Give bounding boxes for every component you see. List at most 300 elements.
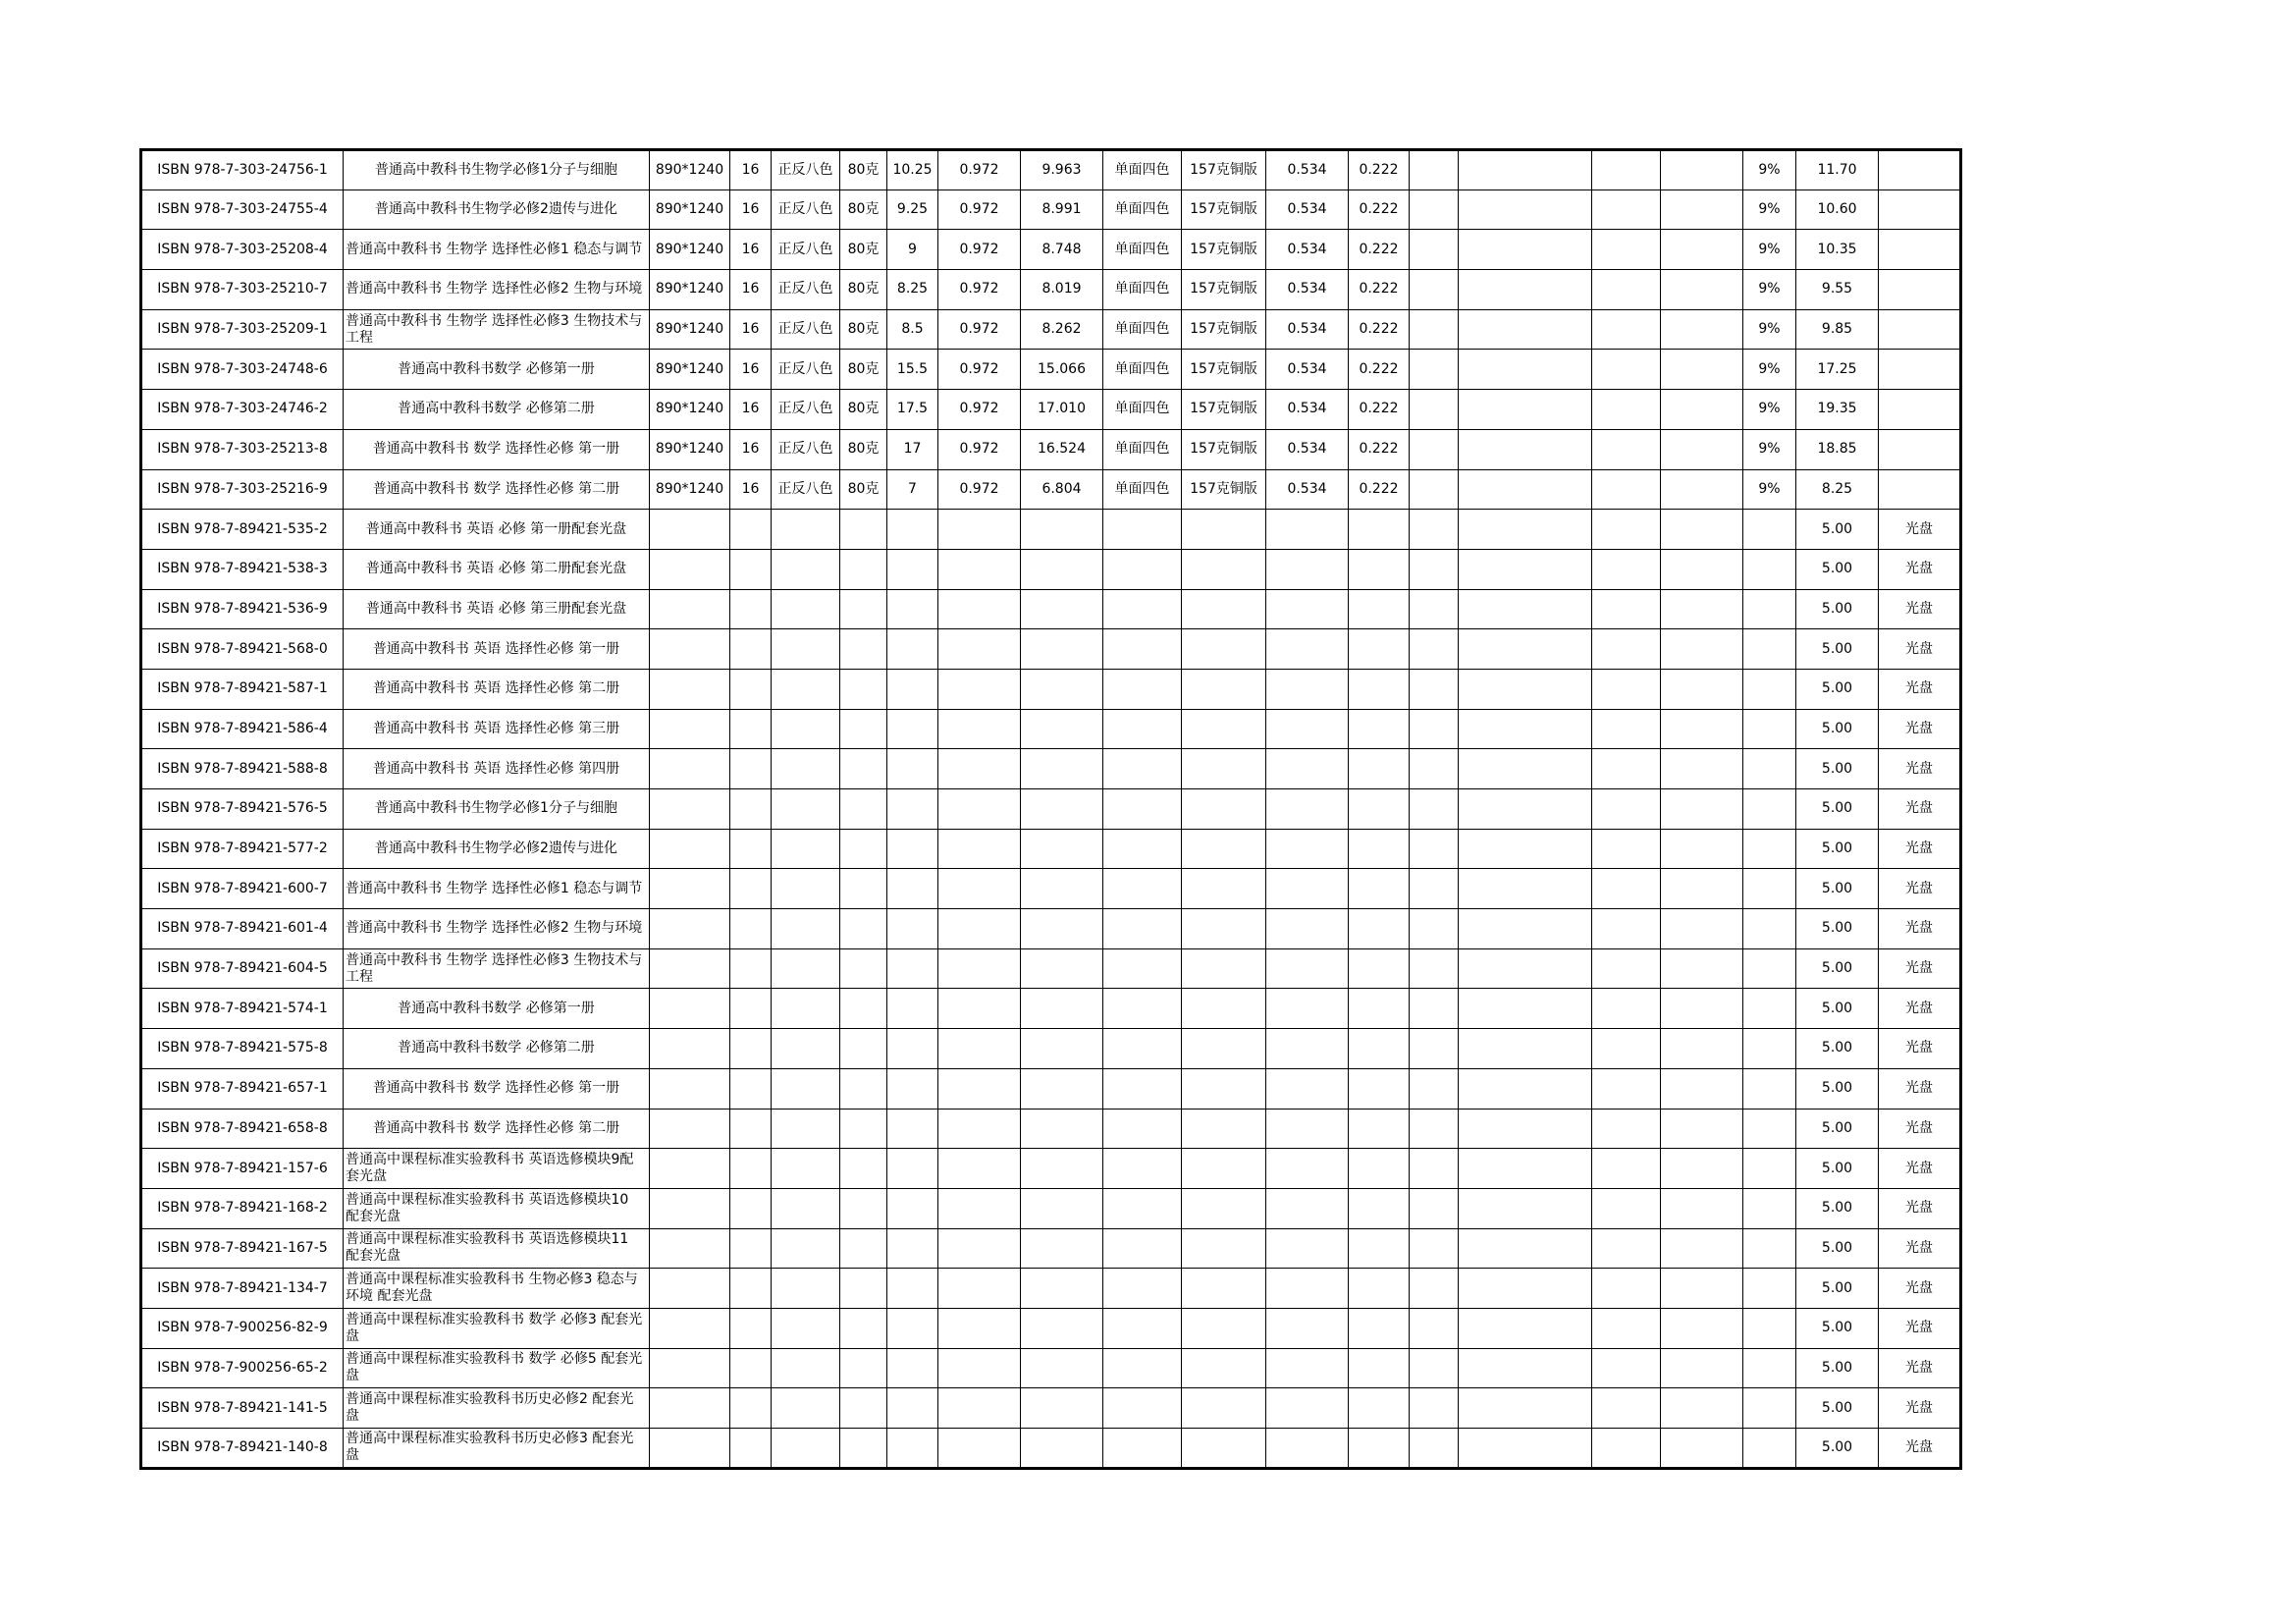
cell-print-colors bbox=[772, 1388, 840, 1429]
cell-paper-size bbox=[650, 789, 730, 830]
cell-remark: 光盘 bbox=[1879, 869, 1961, 909]
cell-blank-2 bbox=[1459, 589, 1592, 629]
cell-sheets bbox=[887, 549, 938, 589]
table-row bbox=[141, 469, 1961, 510]
cell-format bbox=[730, 1188, 772, 1228]
cell-blank-2 bbox=[1459, 789, 1592, 830]
cell-cover-coef bbox=[1266, 869, 1349, 909]
cell-format bbox=[730, 1269, 772, 1309]
cell-remark: 光盘 bbox=[1879, 1348, 1961, 1388]
cell-blank-3 bbox=[1592, 1188, 1661, 1228]
cell-price: 5.00 bbox=[1796, 829, 1879, 869]
cell-blank-4 bbox=[1661, 469, 1743, 510]
cell-price: 5.00 bbox=[1796, 589, 1879, 629]
cell-price: 5.00 bbox=[1796, 549, 1879, 589]
cell-paper-size bbox=[650, 1188, 730, 1228]
cell-blank-1 bbox=[1410, 309, 1459, 350]
cell-book-title: 普通高中教科书 英语 选择性必修 第二册 bbox=[344, 669, 650, 709]
cell-cover-colors bbox=[1103, 709, 1182, 749]
cell-remark: 光盘 bbox=[1879, 829, 1961, 869]
cell-blank-4 bbox=[1661, 829, 1743, 869]
cell-blank-4 bbox=[1661, 1348, 1743, 1388]
table-row bbox=[141, 829, 1961, 869]
cell-remark: 光盘 bbox=[1879, 629, 1961, 670]
cell-printed-sheets: 9.963 bbox=[1021, 150, 1103, 190]
cell-paper-weight bbox=[840, 749, 887, 789]
cell-isbn: ISBN 978-7-303-25210-7 bbox=[141, 270, 344, 310]
cell-cover-colors bbox=[1103, 749, 1182, 789]
cell-blank-4 bbox=[1661, 150, 1743, 190]
cell-cover-paper bbox=[1182, 629, 1266, 670]
cell-paper-size: 890*1240 bbox=[650, 230, 730, 270]
cell-cover-colors bbox=[1103, 1429, 1182, 1469]
cell-blank-3 bbox=[1592, 1348, 1661, 1388]
cell-print-colors bbox=[772, 909, 840, 949]
cell-coef bbox=[938, 909, 1021, 949]
cell-blank-4 bbox=[1661, 629, 1743, 670]
table-row bbox=[141, 1429, 1961, 1469]
cell-printed-sheets bbox=[1021, 669, 1103, 709]
cell-paper-weight bbox=[840, 709, 887, 749]
cell-sheets: 17 bbox=[887, 429, 938, 469]
cell-coef: 0.972 bbox=[938, 350, 1021, 390]
cell-blank-2 bbox=[1459, 270, 1592, 310]
cell-cover-paper bbox=[1182, 869, 1266, 909]
cell-blank-4 bbox=[1661, 709, 1743, 749]
cell-coef bbox=[938, 629, 1021, 670]
cell-cover-paper: 157克铜版 bbox=[1182, 309, 1266, 350]
cell-book-title: 普通高中课程标准实验教科书历史必修2 配套光盘 bbox=[344, 1388, 650, 1429]
cell-print-colors: 正反八色 bbox=[772, 429, 840, 469]
table-row bbox=[141, 789, 1961, 830]
cell-print-colors: 正反八色 bbox=[772, 270, 840, 310]
cell-isbn: ISBN 978-7-89421-604-5 bbox=[141, 948, 344, 989]
cell-blank-4 bbox=[1661, 549, 1743, 589]
cell-blank-3 bbox=[1592, 669, 1661, 709]
table-row bbox=[141, 1228, 1961, 1269]
cell-print-colors bbox=[772, 1348, 840, 1388]
cell-paper-size bbox=[650, 1109, 730, 1149]
cell-cover-coef bbox=[1266, 989, 1349, 1029]
cell-cover-coef: 0.534 bbox=[1266, 150, 1349, 190]
cell-paper-weight bbox=[840, 1029, 887, 1069]
cell-price: 5.00 bbox=[1796, 869, 1879, 909]
cell-format bbox=[730, 629, 772, 670]
cell-isbn: ISBN 978-7-89421-140-8 bbox=[141, 1429, 344, 1469]
cell-cover-sheets bbox=[1349, 749, 1410, 789]
cell-cover-sheets bbox=[1349, 1109, 1410, 1149]
cell-cover-sheets bbox=[1349, 1269, 1410, 1309]
cell-remark: 光盘 bbox=[1879, 1109, 1961, 1149]
cell-sheets: 9.25 bbox=[887, 189, 938, 230]
cell-paper-size bbox=[650, 869, 730, 909]
cell-cover-colors bbox=[1103, 989, 1182, 1029]
cell-sheets: 9 bbox=[887, 230, 938, 270]
cell-cover-sheets bbox=[1349, 589, 1410, 629]
cell-print-colors: 正反八色 bbox=[772, 189, 840, 230]
cell-blank-1 bbox=[1410, 150, 1459, 190]
cell-coef bbox=[938, 1188, 1021, 1228]
cell-book-title: 普通高中教科书 英语 必修 第三册配套光盘 bbox=[344, 589, 650, 629]
cell-paper-size bbox=[650, 1228, 730, 1269]
cell-book-title: 普通高中教科书 生物学 选择性必修2 生物与环境 bbox=[344, 270, 650, 310]
cell-cover-paper: 157克铜版 bbox=[1182, 230, 1266, 270]
cell-blank-4 bbox=[1661, 230, 1743, 270]
cell-tax-rate bbox=[1743, 549, 1796, 589]
cell-blank-1 bbox=[1410, 270, 1459, 310]
cell-book-title: 普通高中教科书 英语 选择性必修 第一册 bbox=[344, 629, 650, 670]
table-row bbox=[141, 1109, 1961, 1149]
cell-cover-paper bbox=[1182, 1308, 1266, 1348]
cell-tax-rate bbox=[1743, 948, 1796, 989]
cell-blank-1 bbox=[1410, 1149, 1459, 1189]
cell-cover-colors: 单面四色 bbox=[1103, 469, 1182, 510]
cell-print-colors bbox=[772, 789, 840, 830]
table-row bbox=[141, 150, 1961, 190]
cell-cover-paper: 157克铜版 bbox=[1182, 150, 1266, 190]
cell-price: 5.00 bbox=[1796, 1269, 1879, 1309]
cell-paper-size: 890*1240 bbox=[650, 150, 730, 190]
cell-remark: 光盘 bbox=[1879, 789, 1961, 830]
cell-blank-4 bbox=[1661, 669, 1743, 709]
cell-sheets bbox=[887, 869, 938, 909]
cell-cover-colors bbox=[1103, 1308, 1182, 1348]
cell-coef bbox=[938, 789, 1021, 830]
cell-remark: 光盘 bbox=[1879, 1429, 1961, 1469]
cell-remark: 光盘 bbox=[1879, 1149, 1961, 1189]
table-row bbox=[141, 989, 1961, 1029]
cell-blank-3 bbox=[1592, 150, 1661, 190]
cell-format bbox=[730, 709, 772, 749]
cell-format bbox=[730, 1429, 772, 1469]
cell-cover-paper bbox=[1182, 1109, 1266, 1149]
cell-paper-weight bbox=[840, 829, 887, 869]
cell-cover-paper bbox=[1182, 1269, 1266, 1309]
cell-sheets bbox=[887, 1388, 938, 1429]
cell-coef bbox=[938, 1388, 1021, 1429]
cell-blank-4 bbox=[1661, 1068, 1743, 1109]
cell-print-colors: 正反八色 bbox=[772, 390, 840, 430]
cell-tax-rate bbox=[1743, 989, 1796, 1029]
cell-format: 16 bbox=[730, 150, 772, 190]
cell-blank-2 bbox=[1459, 1348, 1592, 1388]
cell-book-title: 普通高中教科书 数学 选择性必修 第一册 bbox=[344, 1068, 650, 1109]
cell-book-title: 普通高中教科书生物学必修2遗传与进化 bbox=[344, 189, 650, 230]
cell-cover-colors bbox=[1103, 869, 1182, 909]
cell-paper-weight bbox=[840, 1228, 887, 1269]
table-row bbox=[141, 270, 1961, 310]
cell-format bbox=[730, 1388, 772, 1429]
cell-tax-rate bbox=[1743, 1149, 1796, 1189]
cell-cover-paper bbox=[1182, 1188, 1266, 1228]
cell-cover-paper: 157克铜版 bbox=[1182, 469, 1266, 510]
cell-print-colors bbox=[772, 869, 840, 909]
cell-cover-colors bbox=[1103, 1188, 1182, 1228]
cell-format bbox=[730, 1348, 772, 1388]
cell-isbn: ISBN 978-7-900256-65-2 bbox=[141, 1348, 344, 1388]
cell-format bbox=[730, 989, 772, 1029]
cell-tax-rate: 9% bbox=[1743, 390, 1796, 430]
cell-blank-2 bbox=[1459, 429, 1592, 469]
cell-blank-3 bbox=[1592, 1429, 1661, 1469]
cell-cover-sheets bbox=[1349, 1149, 1410, 1189]
cell-printed-sheets bbox=[1021, 989, 1103, 1029]
cell-print-colors: 正反八色 bbox=[772, 469, 840, 510]
cell-blank-2 bbox=[1459, 390, 1592, 430]
cell-paper-size bbox=[650, 909, 730, 949]
cell-tax-rate bbox=[1743, 789, 1796, 830]
cell-blank-4 bbox=[1661, 789, 1743, 830]
cell-blank-2 bbox=[1459, 1109, 1592, 1149]
cell-print-colors bbox=[772, 1308, 840, 1348]
cell-isbn: ISBN 978-7-303-25216-9 bbox=[141, 469, 344, 510]
cell-price: 5.00 bbox=[1796, 1308, 1879, 1348]
cell-printed-sheets bbox=[1021, 549, 1103, 589]
cell-isbn: ISBN 978-7-89421-600-7 bbox=[141, 869, 344, 909]
cell-paper-size bbox=[650, 549, 730, 589]
table-row bbox=[141, 189, 1961, 230]
cell-isbn: ISBN 978-7-89421-167-5 bbox=[141, 1228, 344, 1269]
cell-price: 5.00 bbox=[1796, 1348, 1879, 1388]
cell-print-colors bbox=[772, 948, 840, 989]
cell-coef bbox=[938, 1149, 1021, 1189]
cell-cover-paper bbox=[1182, 510, 1266, 550]
cell-cover-paper bbox=[1182, 1149, 1266, 1189]
cell-tax-rate bbox=[1743, 1228, 1796, 1269]
cell-cover-coef: 0.534 bbox=[1266, 469, 1349, 510]
cell-coef bbox=[938, 1068, 1021, 1109]
cell-printed-sheets: 8.262 bbox=[1021, 309, 1103, 350]
cell-format: 16 bbox=[730, 350, 772, 390]
cell-price: 10.60 bbox=[1796, 189, 1879, 230]
cell-blank-4 bbox=[1661, 589, 1743, 629]
cell-cover-sheets bbox=[1349, 1188, 1410, 1228]
cell-remark bbox=[1879, 309, 1961, 350]
cell-cover-sheets bbox=[1349, 948, 1410, 989]
cell-book-title: 普通高中教科书 英语 选择性必修 第三册 bbox=[344, 709, 650, 749]
cell-blank-1 bbox=[1410, 429, 1459, 469]
cell-blank-3 bbox=[1592, 1228, 1661, 1269]
cell-blank-4 bbox=[1661, 989, 1743, 1029]
cell-paper-weight: 80克 bbox=[840, 309, 887, 350]
cell-price: 9.55 bbox=[1796, 270, 1879, 310]
cell-cover-sheets bbox=[1349, 789, 1410, 830]
cell-format: 16 bbox=[730, 429, 772, 469]
cell-blank-4 bbox=[1661, 270, 1743, 310]
cell-blank-1 bbox=[1410, 869, 1459, 909]
table-row bbox=[141, 429, 1961, 469]
cell-paper-weight bbox=[840, 1308, 887, 1348]
cell-isbn: ISBN 978-7-89421-587-1 bbox=[141, 669, 344, 709]
cell-print-colors bbox=[772, 549, 840, 589]
cell-cover-sheets bbox=[1349, 1308, 1410, 1348]
cell-book-title: 普通高中教科书生物学必修2遗传与进化 bbox=[344, 829, 650, 869]
cell-cover-coef bbox=[1266, 749, 1349, 789]
cell-price: 18.85 bbox=[1796, 429, 1879, 469]
cell-printed-sheets bbox=[1021, 1029, 1103, 1069]
cell-cover-paper bbox=[1182, 749, 1266, 789]
cell-paper-size bbox=[650, 1269, 730, 1309]
cell-cover-coef bbox=[1266, 1348, 1349, 1388]
cell-paper-size bbox=[650, 709, 730, 749]
cell-isbn: ISBN 978-7-89421-588-8 bbox=[141, 749, 344, 789]
cell-price: 5.00 bbox=[1796, 1068, 1879, 1109]
cell-print-colors: 正反八色 bbox=[772, 230, 840, 270]
cell-blank-3 bbox=[1592, 1029, 1661, 1069]
cell-cover-coef bbox=[1266, 510, 1349, 550]
cell-cover-sheets bbox=[1349, 709, 1410, 749]
cell-printed-sheets bbox=[1021, 789, 1103, 830]
cell-blank-2 bbox=[1459, 1068, 1592, 1109]
cell-isbn: ISBN 978-7-89421-575-8 bbox=[141, 1029, 344, 1069]
cell-sheets: 10.25 bbox=[887, 150, 938, 190]
cell-format bbox=[730, 1149, 772, 1189]
cell-print-colors bbox=[772, 589, 840, 629]
cell-remark: 光盘 bbox=[1879, 1308, 1961, 1348]
cell-cover-colors bbox=[1103, 589, 1182, 629]
table-row bbox=[141, 909, 1961, 949]
cell-blank-4 bbox=[1661, 1109, 1743, 1149]
cell-cover-sheets bbox=[1349, 669, 1410, 709]
cell-sheets: 7 bbox=[887, 469, 938, 510]
cell-coef bbox=[938, 1429, 1021, 1469]
cell-cover-sheets: 0.222 bbox=[1349, 230, 1410, 270]
cell-remark: 光盘 bbox=[1879, 749, 1961, 789]
cell-coef: 0.972 bbox=[938, 469, 1021, 510]
cell-paper-weight bbox=[840, 909, 887, 949]
cell-tax-rate bbox=[1743, 1308, 1796, 1348]
cell-tax-rate: 9% bbox=[1743, 429, 1796, 469]
cell-printed-sheets: 6.804 bbox=[1021, 469, 1103, 510]
table-row bbox=[141, 948, 1961, 989]
cell-cover-paper: 157克铜版 bbox=[1182, 429, 1266, 469]
cell-isbn: ISBN 978-7-89421-601-4 bbox=[141, 909, 344, 949]
cell-format bbox=[730, 1109, 772, 1149]
cell-price: 5.00 bbox=[1796, 1429, 1879, 1469]
table-row bbox=[141, 869, 1961, 909]
cell-sheets bbox=[887, 989, 938, 1029]
cell-tax-rate bbox=[1743, 1029, 1796, 1069]
table-row bbox=[141, 549, 1961, 589]
cell-tax-rate bbox=[1743, 1388, 1796, 1429]
cell-cover-sheets bbox=[1349, 909, 1410, 949]
cell-printed-sheets bbox=[1021, 909, 1103, 949]
cell-sheets bbox=[887, 1149, 938, 1189]
cell-paper-size bbox=[650, 1429, 730, 1469]
cell-cover-coef bbox=[1266, 709, 1349, 749]
cell-blank-2 bbox=[1459, 948, 1592, 989]
cell-blank-3 bbox=[1592, 309, 1661, 350]
cell-blank-1 bbox=[1410, 1348, 1459, 1388]
cell-paper-size bbox=[650, 510, 730, 550]
cell-blank-2 bbox=[1459, 1308, 1592, 1348]
cell-cover-paper: 157克铜版 bbox=[1182, 270, 1266, 310]
cell-blank-2 bbox=[1459, 629, 1592, 670]
cell-blank-3 bbox=[1592, 829, 1661, 869]
cell-blank-4 bbox=[1661, 189, 1743, 230]
cell-coef: 0.972 bbox=[938, 150, 1021, 190]
cell-cover-colors: 单面四色 bbox=[1103, 230, 1182, 270]
cell-format: 16 bbox=[730, 390, 772, 430]
cell-blank-1 bbox=[1410, 230, 1459, 270]
cell-sheets: 8.5 bbox=[887, 309, 938, 350]
cell-isbn: ISBN 978-7-89421-134-7 bbox=[141, 1269, 344, 1309]
cell-blank-4 bbox=[1661, 869, 1743, 909]
table-row bbox=[141, 510, 1961, 550]
cell-blank-1 bbox=[1410, 709, 1459, 749]
cell-tax-rate bbox=[1743, 1269, 1796, 1309]
cell-blank-3 bbox=[1592, 469, 1661, 510]
cell-cover-colors: 单面四色 bbox=[1103, 189, 1182, 230]
cell-blank-4 bbox=[1661, 1228, 1743, 1269]
cell-isbn: ISBN 978-7-303-25208-4 bbox=[141, 230, 344, 270]
cell-blank-3 bbox=[1592, 989, 1661, 1029]
table-row bbox=[141, 1348, 1961, 1388]
cell-cover-coef bbox=[1266, 1429, 1349, 1469]
cell-sheets bbox=[887, 1109, 938, 1149]
cell-blank-2 bbox=[1459, 1029, 1592, 1069]
cell-paper-weight bbox=[840, 789, 887, 830]
cell-cover-colors bbox=[1103, 1068, 1182, 1109]
cell-book-title: 普通高中教科书数学 必修第一册 bbox=[344, 989, 650, 1029]
cell-remark bbox=[1879, 469, 1961, 510]
cell-print-colors bbox=[772, 510, 840, 550]
cell-paper-weight bbox=[840, 869, 887, 909]
cell-sheets: 8.25 bbox=[887, 270, 938, 310]
cell-sheets bbox=[887, 829, 938, 869]
cell-coef bbox=[938, 510, 1021, 550]
table-row bbox=[141, 1068, 1961, 1109]
cell-price: 17.25 bbox=[1796, 350, 1879, 390]
cell-format bbox=[730, 789, 772, 830]
cell-cover-colors bbox=[1103, 1029, 1182, 1069]
cell-print-colors: 正反八色 bbox=[772, 309, 840, 350]
cell-printed-sheets bbox=[1021, 869, 1103, 909]
table-row bbox=[141, 749, 1961, 789]
cell-isbn: ISBN 978-7-89421-657-1 bbox=[141, 1068, 344, 1109]
cell-remark bbox=[1879, 230, 1961, 270]
cell-price: 5.00 bbox=[1796, 1388, 1879, 1429]
cell-cover-coef bbox=[1266, 669, 1349, 709]
cell-coef bbox=[938, 589, 1021, 629]
cell-blank-3 bbox=[1592, 1269, 1661, 1309]
cell-blank-2 bbox=[1459, 989, 1592, 1029]
cell-blank-2 bbox=[1459, 709, 1592, 749]
cell-printed-sheets bbox=[1021, 1269, 1103, 1309]
cell-book-title: 普通高中教科书数学 必修第一册 bbox=[344, 350, 650, 390]
cell-printed-sheets bbox=[1021, 948, 1103, 989]
cell-blank-2 bbox=[1459, 669, 1592, 709]
cell-remark bbox=[1879, 270, 1961, 310]
cell-printed-sheets bbox=[1021, 629, 1103, 670]
cell-blank-2 bbox=[1459, 1228, 1592, 1269]
cell-paper-weight bbox=[840, 1109, 887, 1149]
table-row bbox=[141, 1149, 1961, 1189]
cell-book-title: 普通高中课程标准实验教科书 数学 必修3 配套光盘 bbox=[344, 1308, 650, 1348]
cell-format bbox=[730, 1308, 772, 1348]
cell-printed-sheets: 8.019 bbox=[1021, 270, 1103, 310]
cell-sheets bbox=[887, 1188, 938, 1228]
cell-tax-rate bbox=[1743, 1429, 1796, 1469]
cell-tax-rate bbox=[1743, 1068, 1796, 1109]
cell-printed-sheets bbox=[1021, 749, 1103, 789]
cell-cover-coef bbox=[1266, 1149, 1349, 1189]
cell-blank-1 bbox=[1410, 1109, 1459, 1149]
cell-tax-rate: 9% bbox=[1743, 309, 1796, 350]
cell-sheets bbox=[887, 669, 938, 709]
table-row bbox=[141, 669, 1961, 709]
cell-paper-size bbox=[650, 1068, 730, 1109]
